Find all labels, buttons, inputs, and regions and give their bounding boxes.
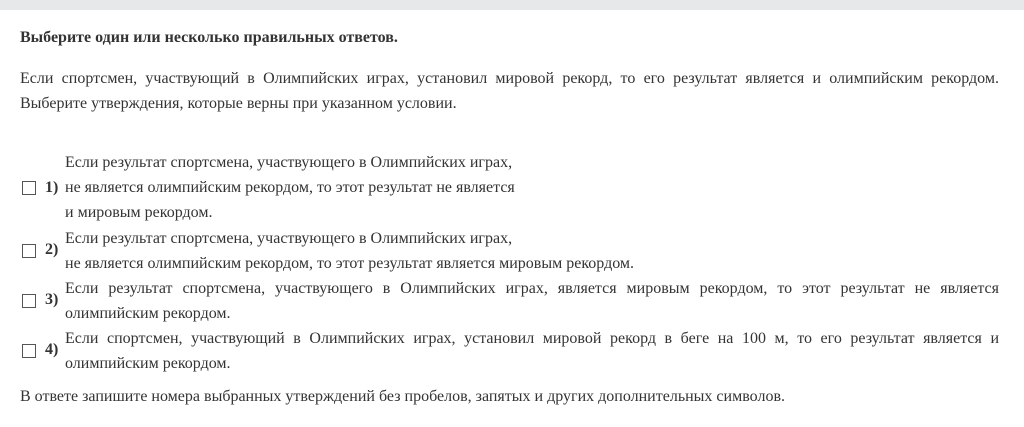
option-1-number: 1): [45, 179, 59, 196]
top-bar: [0, 0, 1024, 10]
option-3-number: 3): [45, 291, 59, 308]
option-2-checkbox[interactable]: [22, 244, 36, 258]
option-1-line-1: Если результат спортсмена, участвующего в Олимпийских играх,: [65, 154, 513, 171]
option-2-text: [65, 226, 634, 276]
option-1-text: [65, 150, 515, 225]
option-4-number: 4): [45, 341, 59, 358]
option-3-text: Если результат спортсмена, участвующего в Олимпийских играх, является мировым рекордом, то этот результат не является олимпийским рекордом.: [65, 280, 999, 322]
question-text: Если спортсмен, участвующий в Олимпийских играх, установил мировой рекорд, то его результат является и олимпийским рекордом. Выберите утверждения, которые верны при указанном условии.: [20, 70, 999, 112]
option-2-line-2: не является олимпийским рекордом, то этот результат является мировым рекордом.: [65, 255, 635, 272]
option-4-checkbox[interactable]: [22, 344, 36, 358]
option-1-line-3: и мировым рекордом.: [65, 204, 213, 221]
answer-format-note: В ответе запишите номера выбранных утверждений без пробелов, запятых и других дополнительных символов.: [20, 388, 785, 405]
option-2-number: 2): [45, 241, 59, 258]
option-4-text: Если спортсмен, участвующий в Олимпийских играх, установил мировой рекорд в беге на 100 м, то его результат является и олимпийским рекордом.: [65, 330, 999, 372]
option-3-checkbox[interactable]: [22, 294, 36, 308]
option-1-checkbox[interactable]: [22, 181, 36, 195]
task-instruction: Выберите один или несколько правильных ответов.: [20, 29, 398, 46]
option-1-line-2: не является олимпийским рекордом, то этот результат не является: [65, 179, 515, 196]
option-2-line-1: Если результат спортсмена, участвующего в Олимпийских играх,: [65, 230, 513, 247]
